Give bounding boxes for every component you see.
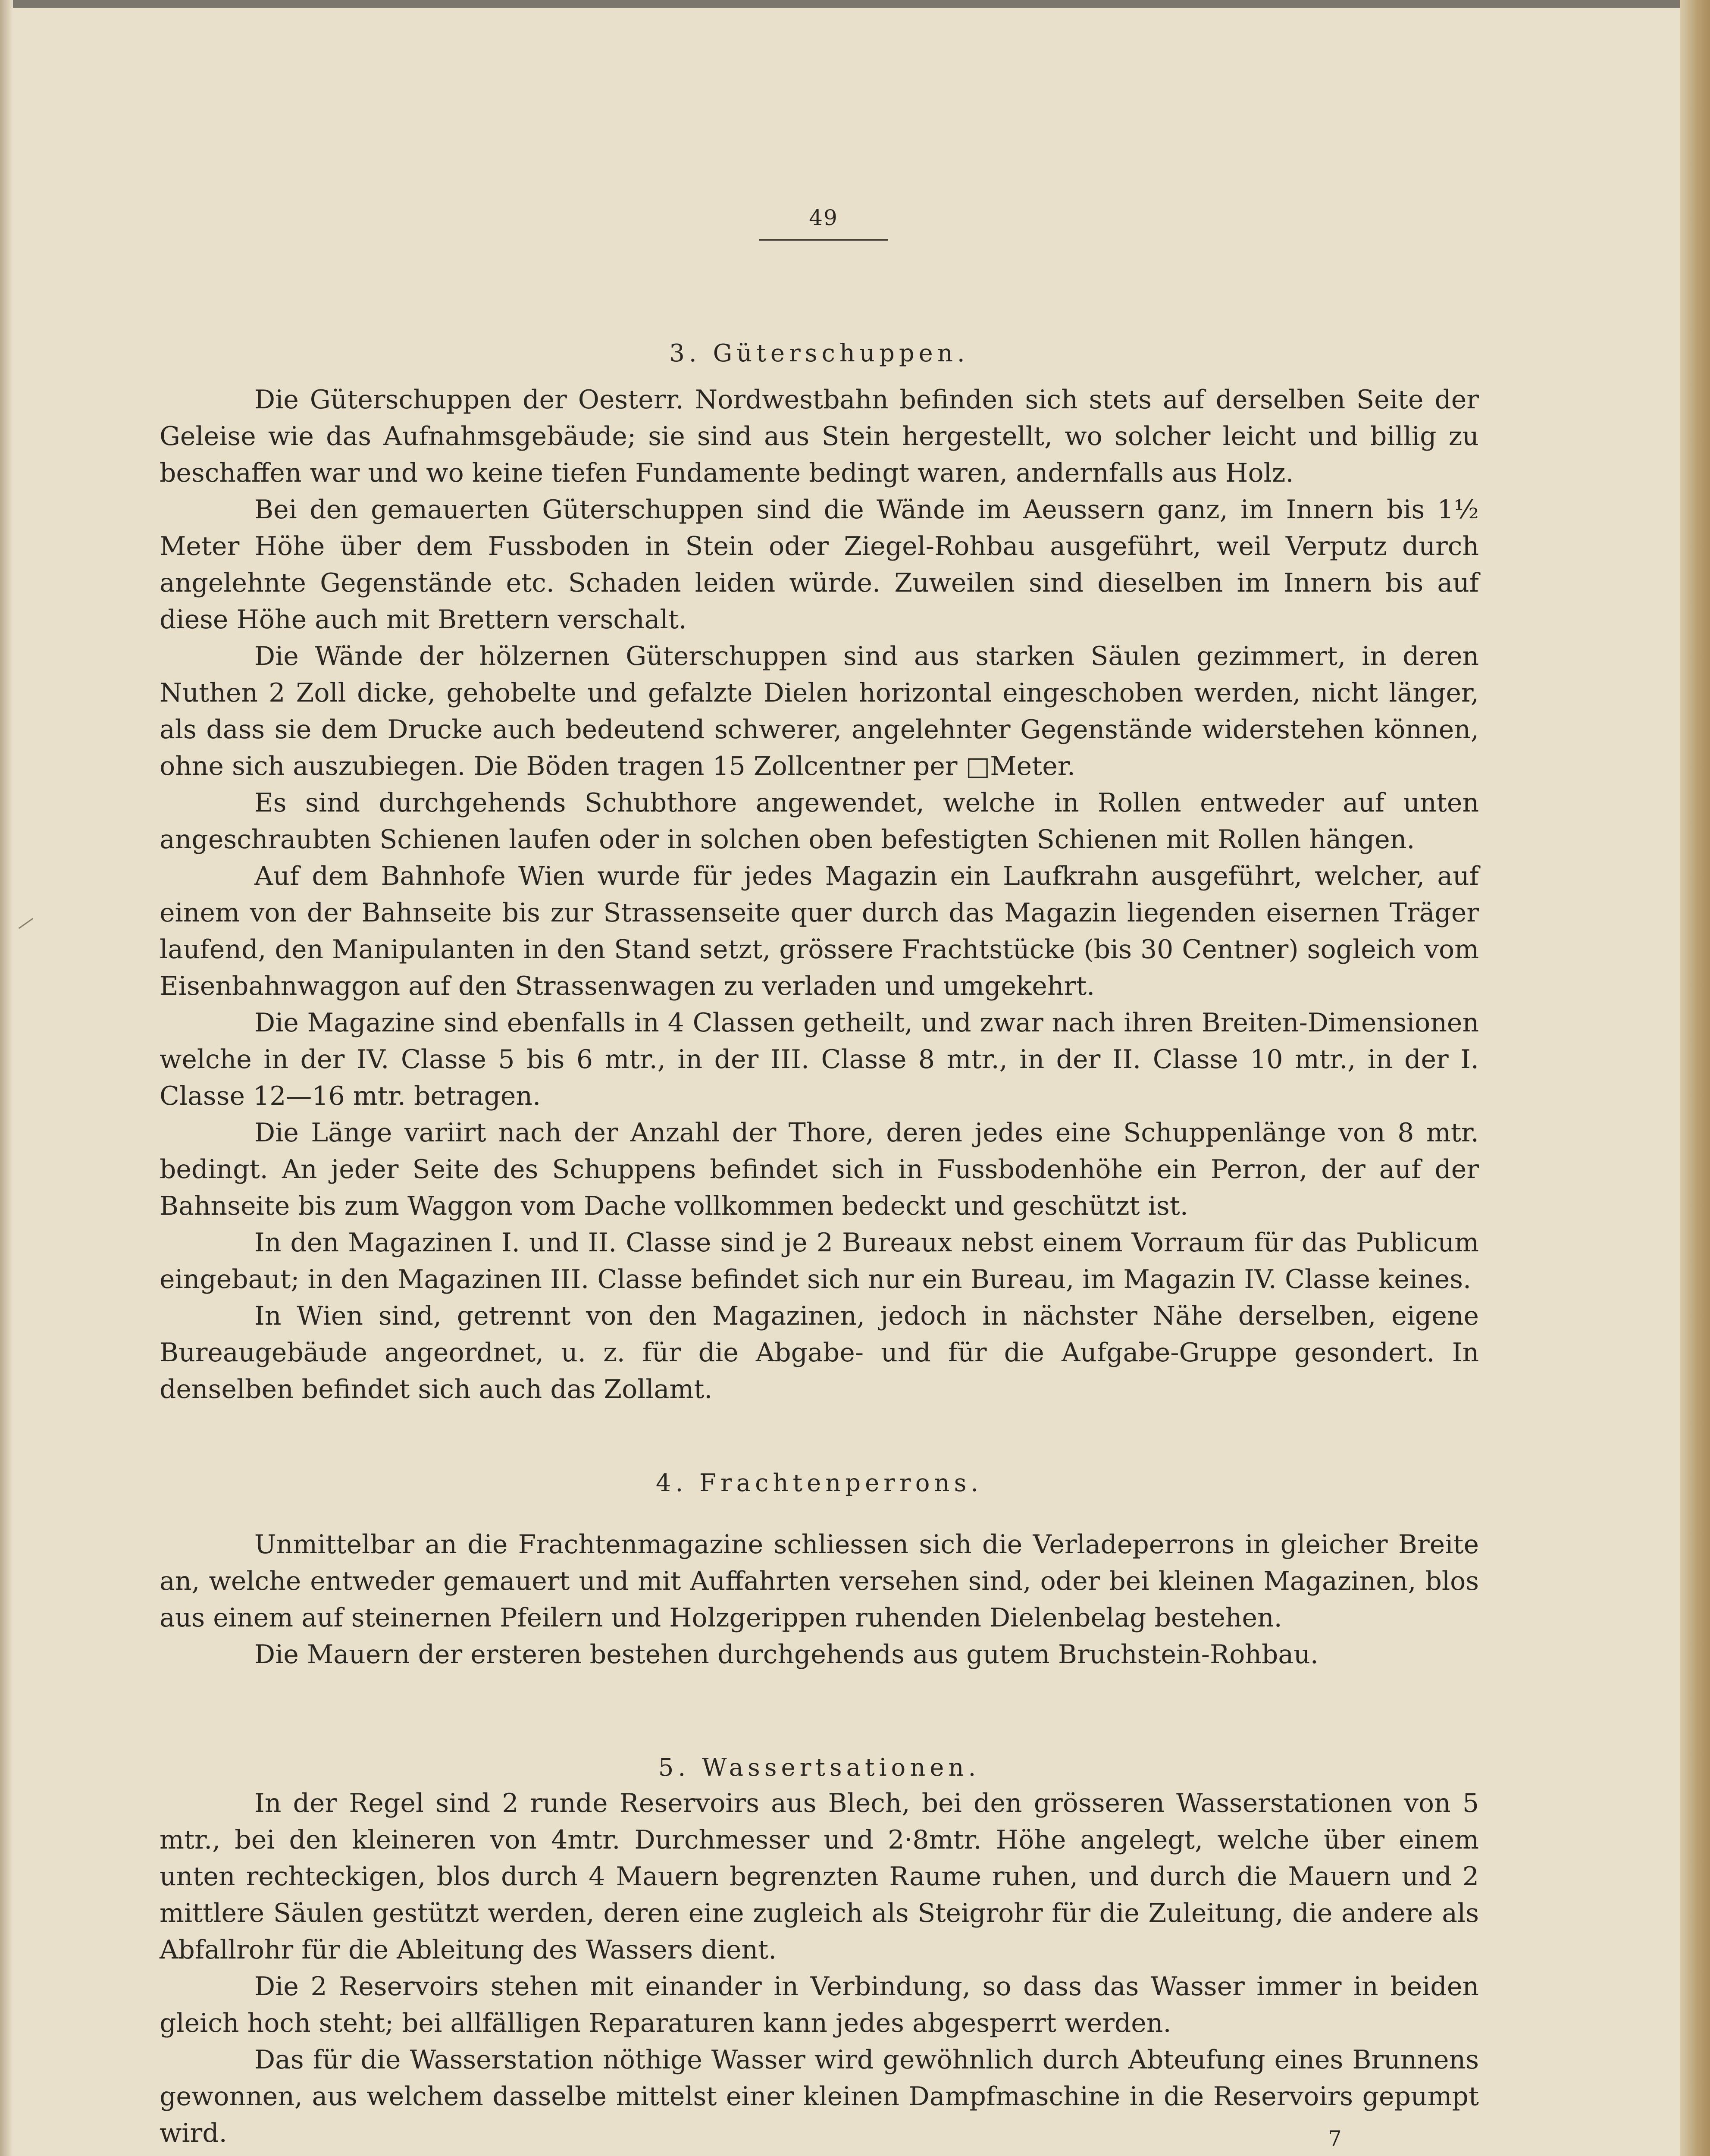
section-body-wasserstationen bbox=[160, 1785, 1479, 2152]
paragraph: Auf dem Bahnhofe Wien wurde für jedes Magazin ein Laufkrahn ausgeführt, welcher, auf einem von der Bahnseite bis zur Strassenseite quer durch das Magazin liegenden eisernen Träger laufend, den Manipulanten in den Stand setzt, grössere Frachtstücke (bis 30 Centner) sogleich vom Eisenbahnwaggon auf den Strassenwagen zu verladen und umgekehrt. bbox=[160, 861, 1479, 1001]
section-body-gueterschuppen bbox=[160, 382, 1479, 1408]
section-heading-wasserstationen: 5. Wassertsationen. bbox=[658, 1754, 980, 1782]
paragraph: Die Wände der hölzernen Güterschuppen sind aus starken Säulen gezimmert, in deren Nuthen 2 Zoll dicke, gehobelte und gefalzte Dielen horizontal eingeschoben werden, nicht länger, als dass sie dem Drucke auch bedeutend schwerer, angelehnter Gegenstände widerstehen können, ohne sich auszubiegen. Die Böden tragen 15 Zollcentner per □Meter. bbox=[160, 641, 1479, 781]
page-number-rule bbox=[759, 239, 888, 241]
paragraph: Die Mauern der ersteren bestehen durchgehends aus gutem Bruchstein-Rohbau. bbox=[254, 1639, 1319, 1670]
signature-mark: 7 bbox=[1328, 2126, 1342, 2151]
page-number: 49 bbox=[809, 205, 838, 230]
paragraph: In den Magazinen I. und II. Classe sind je 2 Bureaux nebst einem Vorraum für das Publicum eingebaut; in den Magazinen III. Classe befindet sich nur ein Bureau, im Magazin IV. Classe keines. bbox=[160, 1228, 1479, 1294]
section-heading-gueterschuppen: 3. Güterschuppen. bbox=[669, 339, 969, 367]
paragraph: Bei den gemauerten Güterschuppen sind die Wände im Aeussern ganz, im Innern bis 1½ Meter Höhe über dem Fussboden in Stein oder Ziegel-Rohbau ausgeführt, weil Verputz durch angelehnte Gegenstände etc. Schaden leiden würde. Zuweilen sind dieselben im Innern bis auf diese Höhe auch mit Brettern verschalt. bbox=[160, 495, 1479, 635]
margin-mark bbox=[19, 918, 33, 929]
paragraph: Die Länge variirt nach der Anzahl der Thore, deren jedes eine Schuppenlänge von 8 mtr. bedingt. An jeder Seite des Schuppens befindet sich in Fussbodenhöhe ein Perron, der auf der Bahnseite bis zum Waggon vom Dache vollkommen bedeckt und geschützt ist. bbox=[160, 1118, 1479, 1221]
section-body-frachtenperrons bbox=[160, 1526, 1479, 1673]
scan-right-edge bbox=[1680, 0, 1710, 2156]
paragraph: Das für die Wasserstation nöthige Wasser wird gewöhnlich durch Abteufung eines Brunnens gewonnen, aus welchem dasselbe mittelst einer kleinen Dampfmaschine in die Reservoirs gepumpt wird. bbox=[160, 2045, 1479, 2148]
scan-left-edge bbox=[0, 0, 13, 2156]
paragraph: Die 2 Reservoirs stehen mit einander in Verbindung, so dass das Wasser immer in beiden gleich hoch steht; bei allfälligen Reparaturen kann jedes abgesperrt werden. bbox=[160, 1971, 1479, 2038]
paragraph: Die Güterschuppen der Oesterr. Nordwestbahn befinden sich stets auf derselben Seite der Geleise wie das Aufnahmsgebäude; sie sind aus Stein hergestellt, wo solcher leicht und billig zu beschaffen war und wo keine tiefen Fundamente bedingt waren, andernfalls aus Holz. bbox=[160, 385, 1479, 488]
paragraph: Unmittelbar an die Frachtenmagazine schliessen sich die Verladeperrons in gleicher Breite an, welche entweder gemauert und mit Auffahrten versehen sind, oder bei kleinen Magazinen, blos aus einem auf steinernen Pfeilern und Holzgerippen ruhenden Dielenbelag bestehen. bbox=[160, 1529, 1479, 1633]
paragraph: Es sind durchgehends Schubthore angewendet, welche in Rollen entweder auf unten angeschraubten Schienen laufen oder in solchen oben befestigten Schienen mit Rollen hängen. bbox=[160, 788, 1479, 855]
paragraph: In der Regel sind 2 runde Reservoirs aus Blech, bei den grösseren Wasserstationen von 5 mtr., bei den kleineren von 4mtr. Durchmesser und 2·8mtr. Höhe angelegt, welche über einem unten rechteckigen, blos durch 4 Mauern begrenzten Raume ruhen, und durch die Mauern und 2 mittlere Säulen gestützt werden, deren eine zugleich als Steigrohr für die Zuleitung, die andere als Abfallrohr für die Ableitung des Wassers dient. bbox=[160, 1788, 1479, 1965]
paragraph: Die Magazine sind ebenfalls in 4 Classen getheilt, und zwar nach ihren Breiten-Dimensionen welche in der IV. Classe 5 bis 6 mtr., in der III. Classe 8 mtr., in der II. Classe 10 mtr., in der I. Classe 12—16 mtr. betragen. bbox=[160, 1008, 1479, 1111]
scan-top-edge bbox=[0, 0, 1710, 8]
paragraph: In Wien sind, getrennt von den Magazinen, jedoch in nächster Nähe derselben, eigene Bureaugebäude angeordnet, u. z. für die Abgabe- und für die Aufgabe-Gruppe gesondert. In denselben befindet sich auch das Zollamt. bbox=[160, 1301, 1479, 1404]
section-heading-frachtenperrons: 4. Frachtenperrons. bbox=[655, 1469, 983, 1497]
